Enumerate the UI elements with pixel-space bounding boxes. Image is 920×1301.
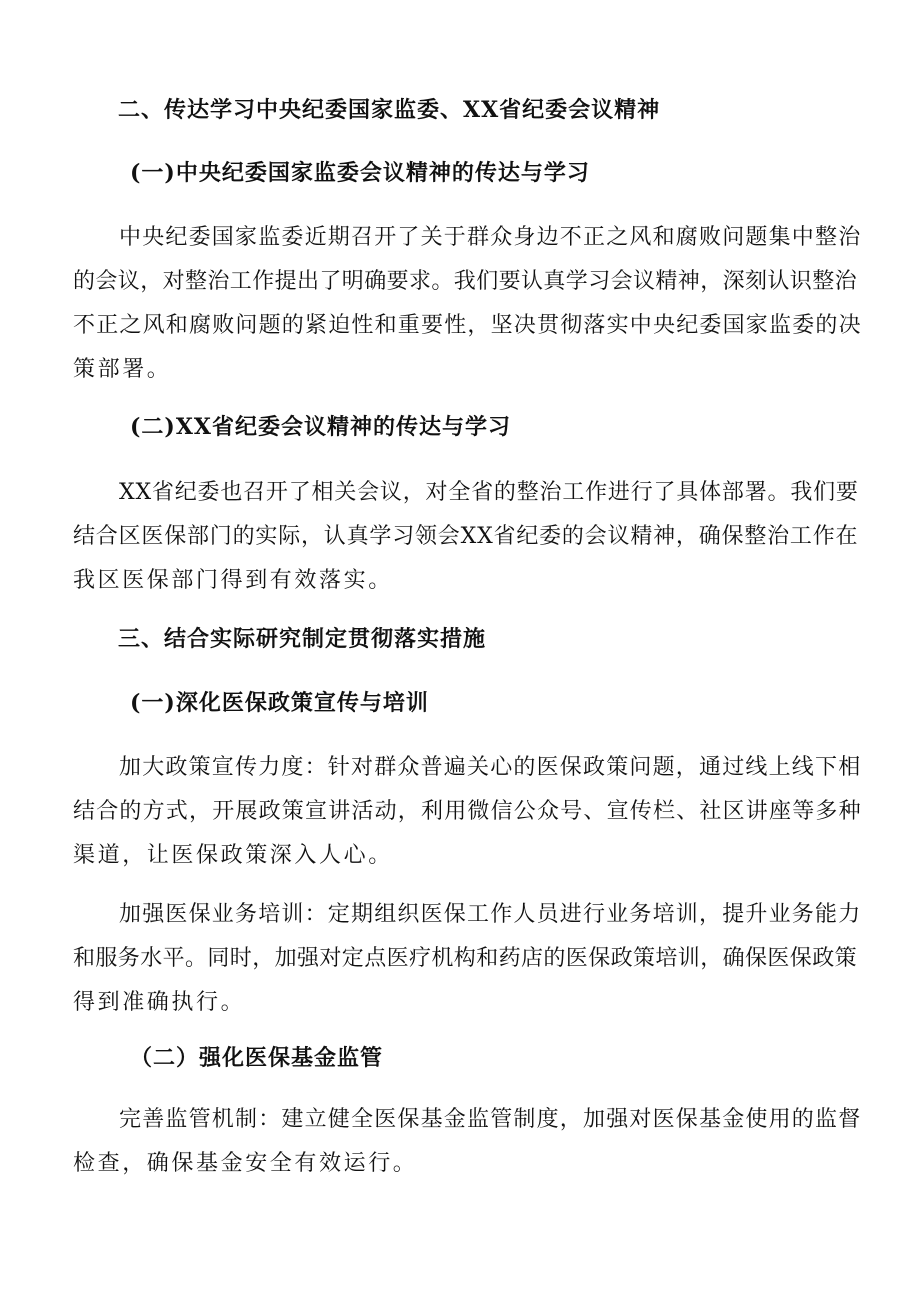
paragraph-line: 结合的方式，开展政策宣讲活动，利用微信公众号、宣传栏、社区讲座等多种: [73, 799, 862, 824]
paragraph-2-1: [73, 216, 863, 392]
subsection-heading-2-1: (一)中央纪委国家监委会议精神的传达与学习: [130, 160, 590, 186]
paragraph-3-1b: [73, 893, 863, 1025]
paragraph-line: 结合区医保部门的实际，认真学习领会XX省纪委的会议精神，确保整治工作在: [73, 524, 859, 549]
subsection-heading-3-2: （二）强化医保基金监管: [130, 1045, 384, 1071]
paragraph-3-1a: [73, 746, 863, 878]
paragraph-line: 不正之风和腐败问题的紧迫性和重要性，坚决贯彻落实中央纪委国家监委的决: [73, 313, 862, 338]
section-heading-3: 三、结合实际研究制定贯彻落实措施: [118, 626, 487, 652]
paragraph-line: 中央纪委国家监委近期召开了关于群众身边不正之风和腐败问题集中整治: [119, 225, 862, 250]
paragraph-line: 策部署。: [73, 357, 172, 382]
paragraph-line: 检查，确保基金安全有效运行。: [73, 1151, 418, 1176]
paragraph-line: 完善监管机制：建立健全医保基金监管制度，加强对医保基金使用的监督: [119, 1107, 862, 1132]
paragraph-line: 加强医保业务培训：定期组织医保工作人员进行业务培训，提升业务能力: [119, 902, 862, 927]
paragraph-2-2: [73, 471, 863, 603]
paragraph-line: 得到准确执行。: [73, 990, 246, 1015]
section-heading-2: 二、传达学习中央纪委国家监委、XX省纪委会议精神: [118, 97, 661, 123]
paragraph-line: 加大政策宣传力度：针对群众普遍关心的医保政策问题，通过线上线下相: [119, 755, 862, 780]
subsection-heading-2-2: (二)XX省纪委会议精神的传达与学习: [130, 414, 511, 440]
paragraph-line: 和服务水平。同时，加强对定点医疗机构和药店的医保政策培训，确保医保政策: [73, 946, 858, 971]
paragraph-line: 的会议，对整治工作提出了明确要求。我们要认真学习会议精神，深刻认识整治: [73, 269, 858, 294]
subsection-heading-3-1: (一)深化医保政策宣传与培训: [130, 690, 429, 716]
paragraph-line: 我区医保部门得到有效落实。: [73, 568, 393, 593]
paragraph-line: XX省纪委也召开了相关会议，对全省的整治工作进行了具体部署。我们要: [119, 480, 859, 505]
paragraph-3-2: [73, 1098, 863, 1186]
paragraph-line: 渠道，让医保政策深入人心。: [73, 843, 393, 868]
